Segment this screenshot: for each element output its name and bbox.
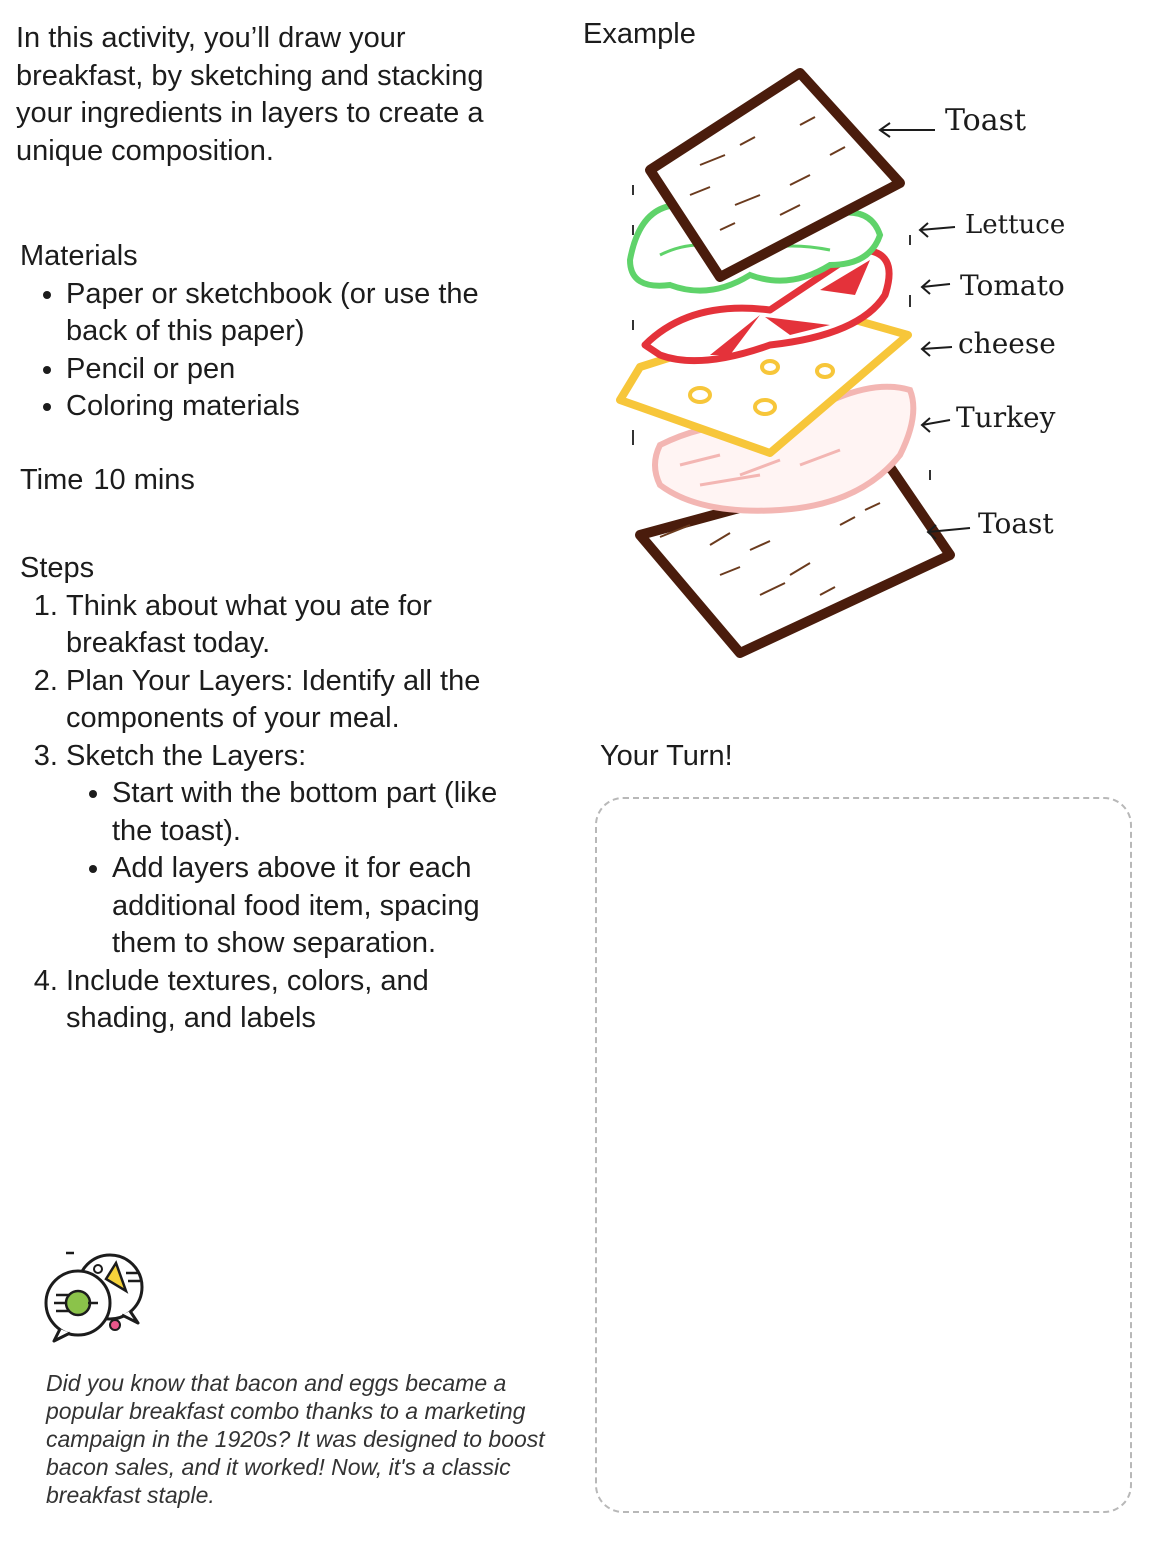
fun-fact-text: Did you know that bacon and eggs became a popular breakfast combo thanks to a marketing campaign in the 1920s? It was designed to boost bacon sales, and it worked! Now, it's a classic breakfast staple. (46, 1370, 545, 1508)
steps-list (66, 588, 540, 1038)
materials-heading: Materials (20, 240, 138, 272)
your-turn-title: Your Turn! (600, 740, 733, 772)
label-toast-top: Toast (945, 103, 1027, 138)
label-cheese: cheese (958, 327, 1056, 360)
label-tomato: Tomato (960, 269, 1065, 302)
materials-item: • Coloring materials (66, 388, 540, 426)
label-toast-bottom: Toast (978, 507, 1054, 540)
time-section (20, 462, 195, 500)
materials-list (66, 276, 540, 426)
materials-item: • Paper or sketchbook (or use the back of this paper) (66, 276, 540, 351)
label-turkey: Turkey (956, 401, 1056, 434)
step-item: 2. Plan Your Layers: Identify all the components of your meal. (66, 663, 540, 738)
step-sublist (112, 775, 540, 963)
drawing-area[interactable] (595, 797, 1132, 1513)
step-item: 1. Think about what you ate for breakfast today. (66, 588, 540, 663)
materials-item: • Pencil or pen (66, 351, 540, 389)
steps-heading: Steps (20, 552, 95, 584)
chat-bubbles-icon (40, 1245, 148, 1345)
label-lettuce: Lettuce (965, 210, 1066, 240)
time-value: 10 mins (93, 464, 195, 496)
materials-section (20, 238, 540, 426)
step-item: 4. Include textures, colors, and shading, and labels (66, 963, 540, 1038)
sandwich-sketch (600, 55, 1080, 670)
step-text: Sketch the Layers: (66, 739, 307, 772)
step-subitem: • Start with the bottom part (like the toast). (112, 775, 540, 850)
example-title: Example (583, 18, 696, 50)
time-label: Time (20, 464, 84, 496)
step-subitem: • Add layers above it for each additional food item, spacing them to show separation. (112, 850, 540, 963)
steps-section (20, 550, 540, 1038)
intro-text: In this activity, you’ll draw your breakfast, by sketching and stacking your ingredients in layers to create a unique composition. (16, 22, 484, 167)
step-item (66, 738, 540, 963)
